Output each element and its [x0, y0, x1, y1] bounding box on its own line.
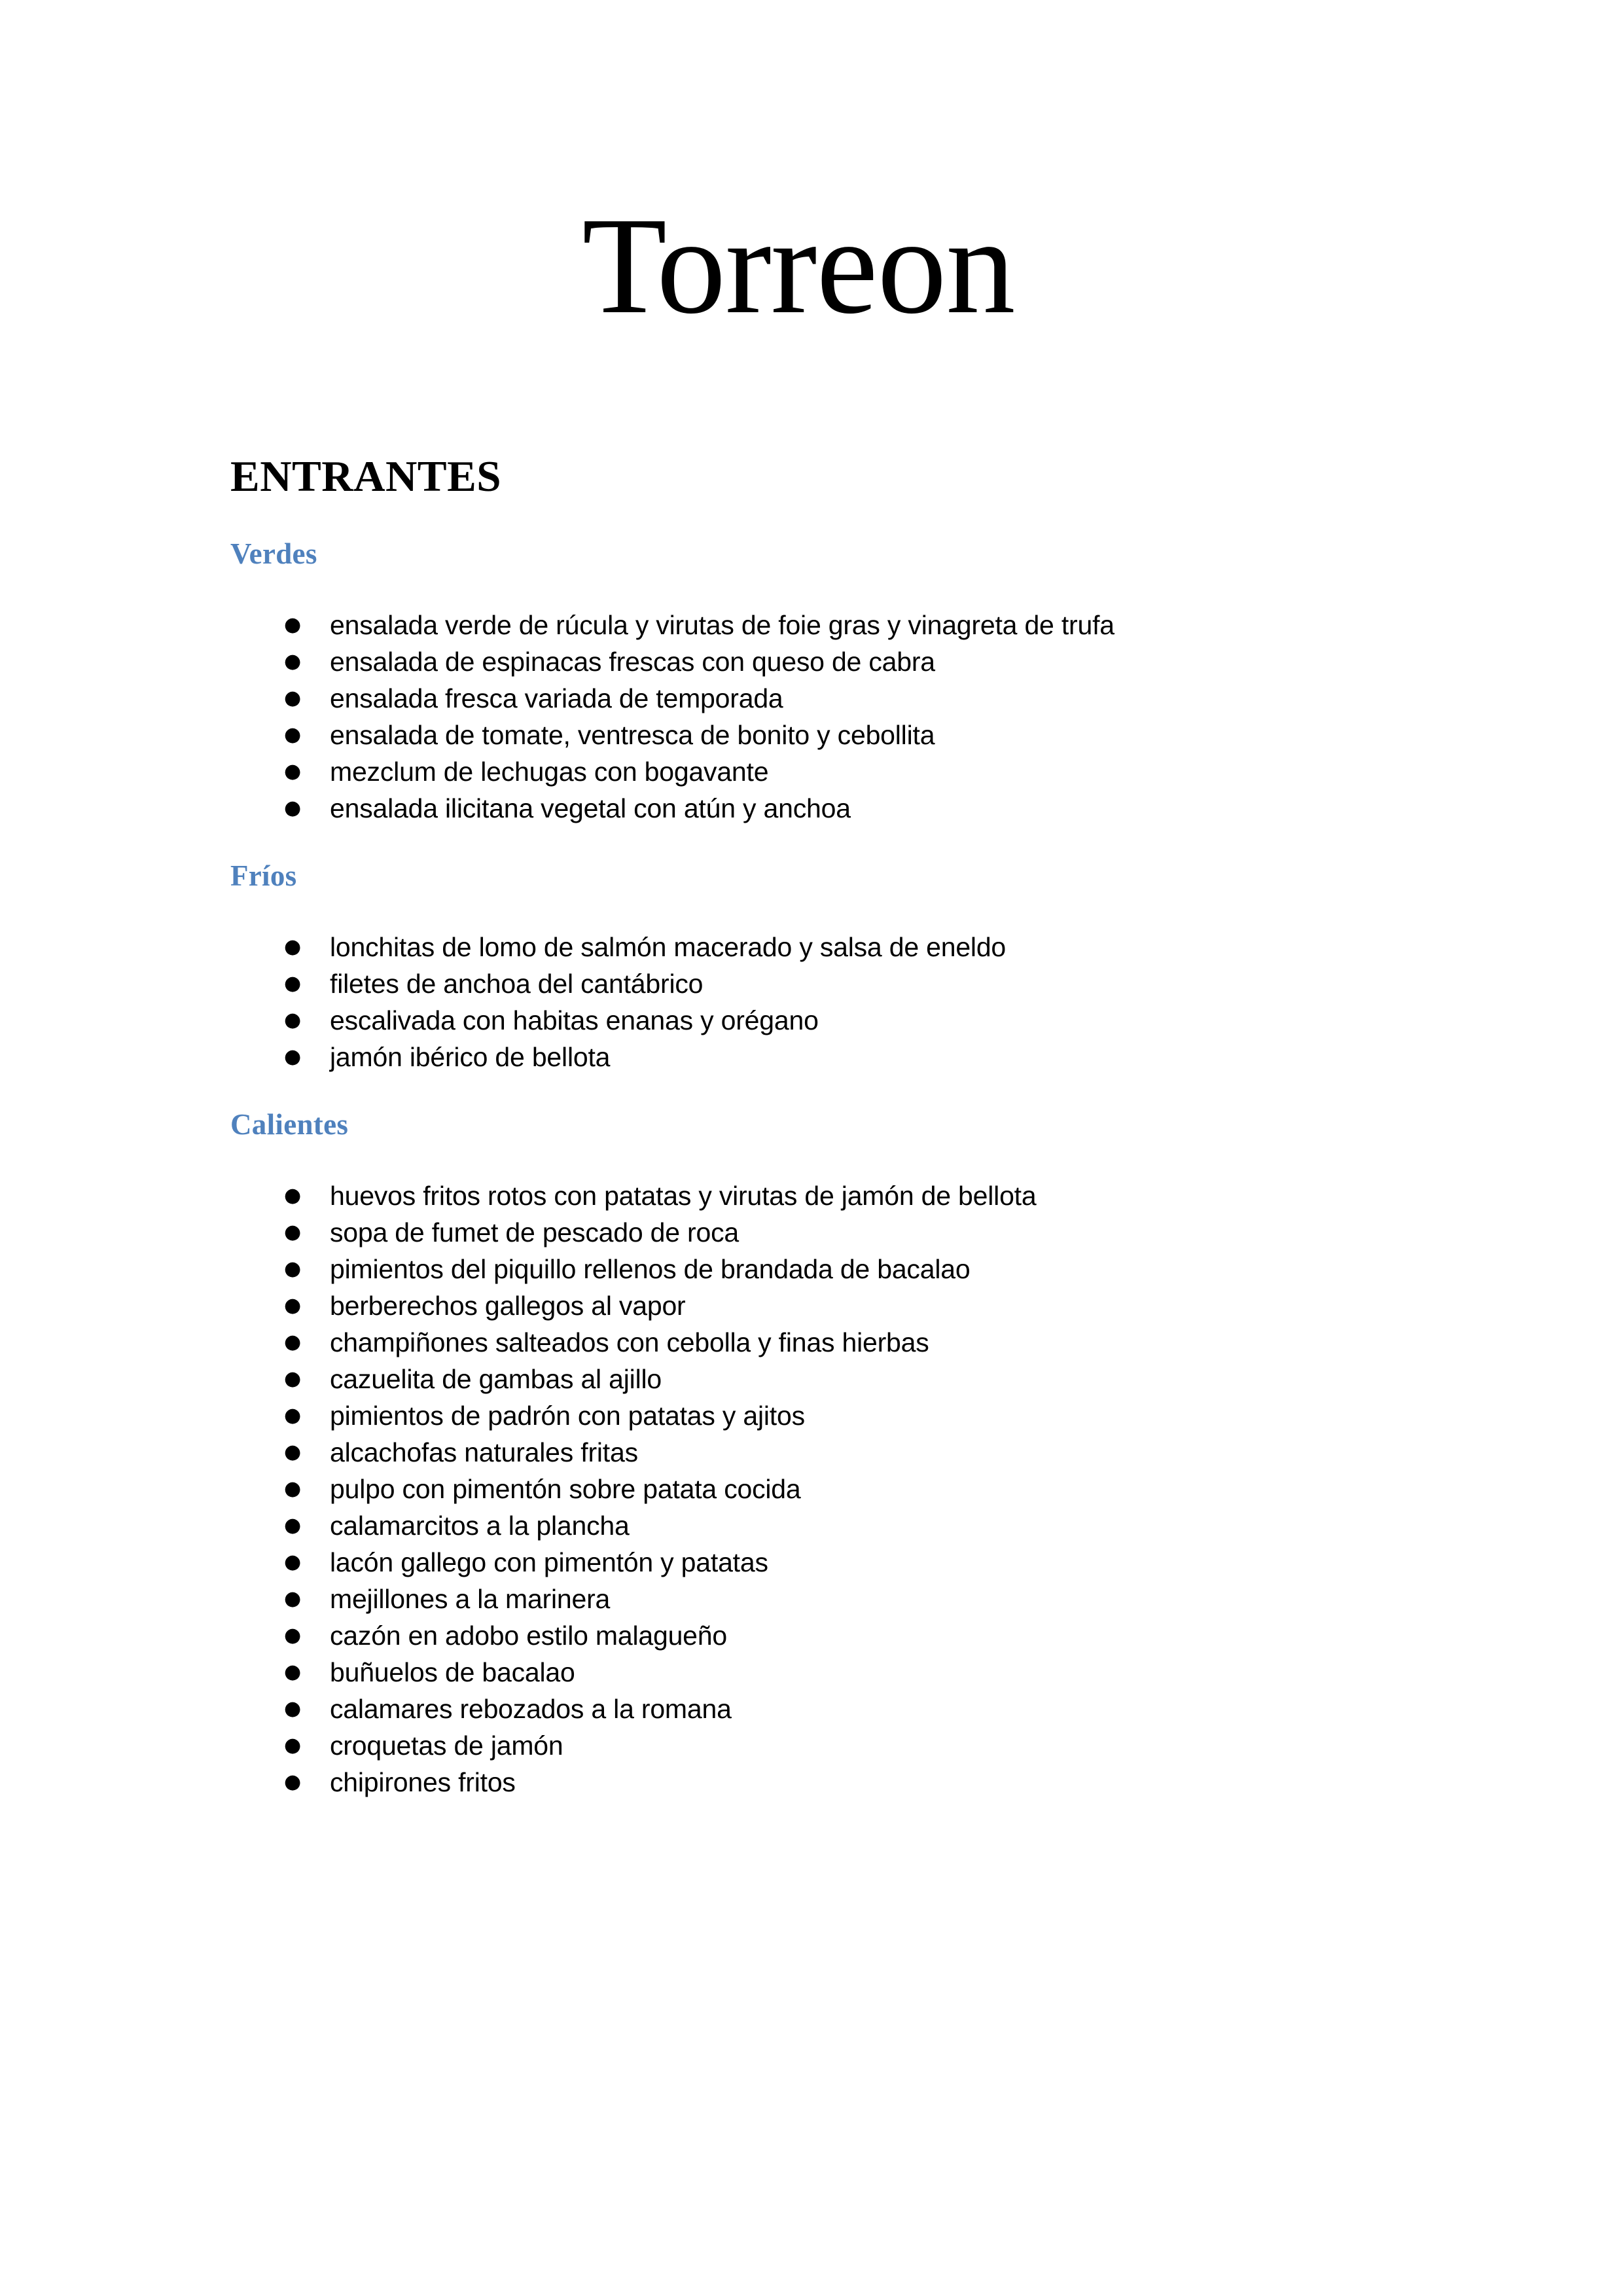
- dish-list-item: [230, 1324, 1402, 1361]
- bullet-icon: ●: [284, 1184, 301, 1208]
- dish-name: ensalada fresca variada de temporada: [330, 683, 783, 714]
- dish-name: chipirones fritos: [330, 1767, 516, 1798]
- spacer: [230, 893, 1402, 929]
- dish-name: ensalada de espinacas frescas con queso de cabra: [330, 647, 935, 677]
- spacer: [230, 827, 1402, 858]
- dish-list-item: [230, 1361, 1402, 1397]
- bullet-icon: ●: [284, 650, 301, 673]
- dish-list: [230, 1177, 1402, 1801]
- bullet-icon: ●: [284, 1294, 301, 1318]
- bullet-icon: ●: [284, 1697, 301, 1721]
- dish-name: huevos fritos rotos con patatas y virutas de jamón de bellota: [330, 1181, 1037, 1211]
- dish-name: croquetas de jamón: [330, 1731, 563, 1761]
- dish-list-item: [230, 1287, 1402, 1324]
- dish-list-item: [230, 1434, 1402, 1471]
- bullet-icon: ●: [284, 1404, 301, 1427]
- bullet-icon: ●: [284, 687, 301, 710]
- dish-name: mejillones a la marinera: [330, 1584, 611, 1615]
- dish-list-item: [230, 1544, 1402, 1581]
- dish-name: ensalada ilicitana vegetal con atún y anchoa: [330, 793, 851, 824]
- bullet-icon: ●: [284, 1367, 301, 1391]
- bullet-icon: ●: [284, 1624, 301, 1647]
- section-heading-entrantes: ENTRANTES: [230, 452, 502, 501]
- dish-name: jamón ibérico de bellota: [330, 1042, 611, 1073]
- bullet-icon: ●: [284, 1770, 301, 1794]
- dish-list-item: [230, 717, 1402, 753]
- dish-name: pulpo con pimentón sobre patata cocida: [330, 1474, 801, 1505]
- dish-list-item: [230, 1617, 1402, 1654]
- dish-list-item: [230, 680, 1402, 717]
- subsection-heading: Fríos: [230, 859, 297, 893]
- bullet-icon: ●: [284, 1009, 301, 1032]
- bullet-icon: ●: [284, 1441, 301, 1464]
- dish-name: calamares rebozados a la romana: [330, 1694, 732, 1725]
- spacer: [230, 571, 1402, 607]
- bullet-icon: ●: [284, 1660, 301, 1684]
- dish-name: champiñones salteados con cebolla y finas hierbas: [330, 1327, 929, 1358]
- bullet-icon: ●: [284, 1477, 301, 1501]
- dish-list-item: [230, 1727, 1402, 1764]
- menu-content: [230, 452, 1402, 1801]
- bullet-icon: ●: [284, 723, 301, 747]
- dish-list: [230, 607, 1402, 827]
- dish-list-item: [230, 929, 1402, 965]
- dish-name: mezclum de lechugas con bogavante: [330, 757, 769, 787]
- dish-list-item: [230, 753, 1402, 790]
- dish-name: escalivada con habitas enanas y orégano: [330, 1005, 819, 1036]
- bullet-icon: ●: [284, 1331, 301, 1354]
- bullet-icon: ●: [284, 1221, 301, 1244]
- dish-list-item: [230, 1177, 1402, 1214]
- bullet-icon: ●: [284, 1551, 301, 1574]
- dish-list-item: [230, 1039, 1402, 1075]
- dish-name: calamarcitos a la plancha: [330, 1511, 630, 1541]
- dish-list-item: [230, 790, 1402, 827]
- bullet-icon: ●: [284, 1587, 301, 1611]
- bullet-icon: ●: [284, 1514, 301, 1537]
- menu-subsection: [230, 1107, 1402, 1801]
- dish-list-item: [230, 607, 1402, 643]
- subsection-heading: Verdes: [230, 537, 317, 571]
- spacer: [230, 1075, 1402, 1107]
- dish-name: pimientos del piquillo rellenos de brandada de bacalao: [330, 1254, 971, 1285]
- menu-subsection: [230, 536, 1402, 858]
- dish-name: lacón gallego con pimentón y patatas: [330, 1547, 768, 1578]
- dish-name: ensalada verde de rúcula y virutas de foie gras y vinagreta de trufa: [330, 610, 1115, 641]
- dish-list-item: [230, 1507, 1402, 1544]
- subsection-heading: Calientes: [230, 1108, 349, 1141]
- dish-name: cazuelita de gambas al ajillo: [330, 1364, 662, 1395]
- dish-name: alcachofas naturales fritas: [330, 1437, 638, 1468]
- dish-list-item: [230, 1691, 1402, 1727]
- dish-list-item: [230, 1251, 1402, 1287]
- bullet-icon: ●: [284, 1257, 301, 1281]
- dish-list-item: [230, 1581, 1402, 1617]
- bullet-icon: ●: [284, 1045, 301, 1069]
- dish-name: cazón en adobo estilo malagueño: [330, 1621, 727, 1651]
- dish-name: pimientos de padrón con patatas y ajitos: [330, 1401, 805, 1431]
- bullet-icon: ●: [284, 760, 301, 783]
- spacer: [230, 1142, 1402, 1177]
- menu-subsection: [230, 858, 1402, 1107]
- dish-name: buñuelos de bacalao: [330, 1657, 575, 1688]
- dish-list-item: [230, 965, 1402, 1002]
- dish-list-item: [230, 1654, 1402, 1691]
- dish-name: lonchitas de lomo de salmón macerado y salsa de eneldo: [330, 932, 1007, 963]
- bullet-icon: ●: [284, 797, 301, 820]
- bullet-icon: ●: [284, 972, 301, 996]
- dish-list-item: [230, 1764, 1402, 1801]
- dish-list: [230, 929, 1402, 1075]
- dish-list-item: [230, 1214, 1402, 1251]
- dish-list-item: [230, 1002, 1402, 1039]
- dish-list-item: [230, 643, 1402, 680]
- dish-name: ensalada de tomate, ventresca de bonito y cebollita: [330, 720, 935, 751]
- dish-name: berberechos gallegos al vapor: [330, 1291, 686, 1321]
- dish-name: filetes de anchoa del cantábrico: [330, 969, 704, 999]
- bullet-icon: ●: [284, 613, 301, 637]
- bullet-icon: ●: [284, 935, 301, 959]
- dish-name: sopa de fumet de pescado de roca: [330, 1217, 739, 1248]
- restaurant-name-title: Torreon: [582, 188, 1015, 342]
- dish-list-item: [230, 1471, 1402, 1507]
- dish-list-item: [230, 1397, 1402, 1434]
- subsections-container: [230, 536, 1402, 1801]
- bullet-icon: ●: [284, 1734, 301, 1757]
